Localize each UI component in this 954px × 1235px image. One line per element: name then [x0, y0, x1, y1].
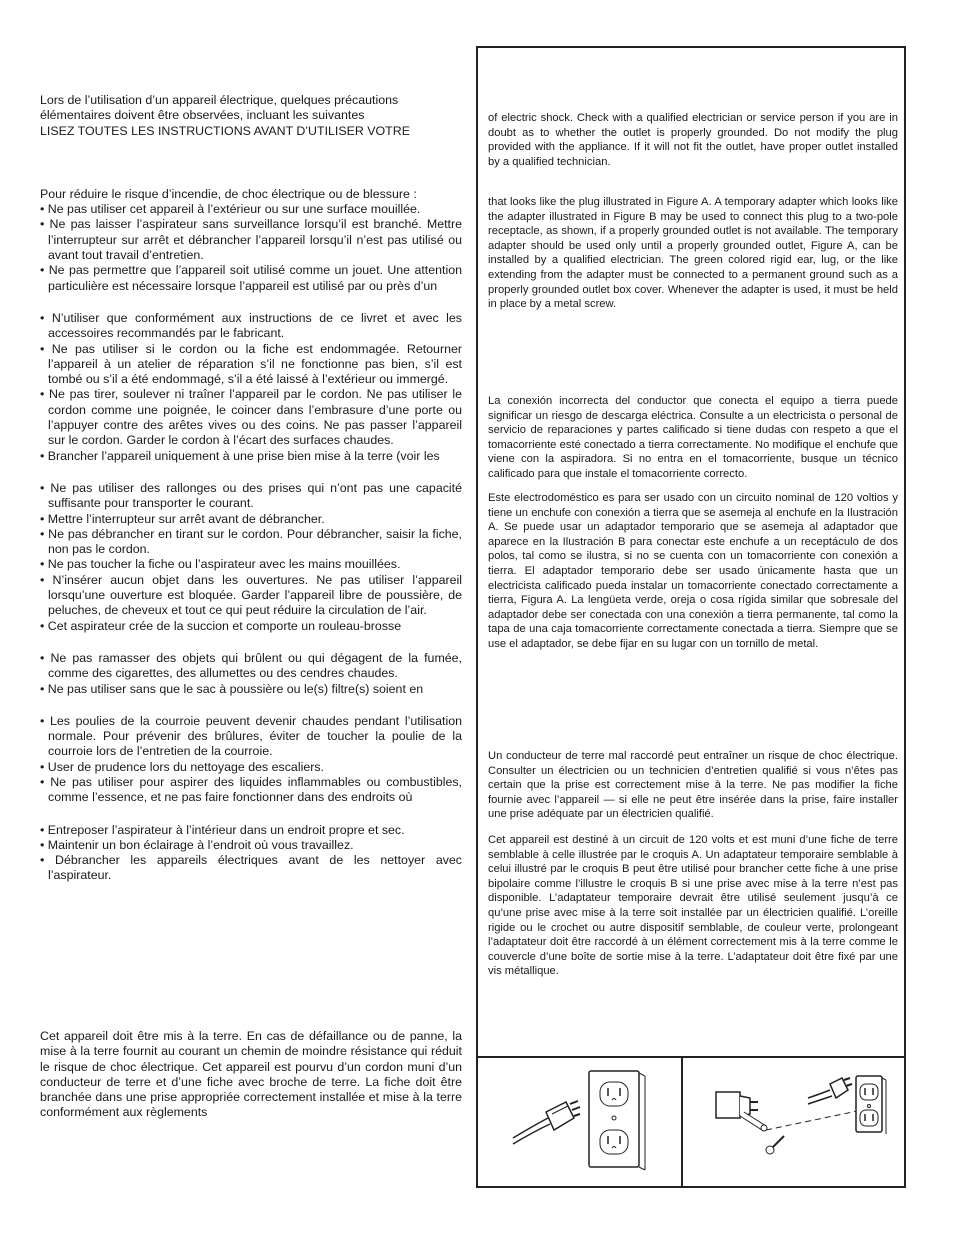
safety-list-3 [40, 481, 462, 634]
intro-line: élémentaires doivent être observées, incluant les suivantes [40, 108, 365, 123]
safety-item: • Ne pas utiliser si le cordon ou la fiche est endommagée. Retourner l’appareil à un atelier de réparation s’il ne fonctionne pas bien, s’il est tombé ou s’il a été endommagé, s’il a été laissé à l’extérieur ou immergé. [40, 341, 462, 387]
safety-item: • User de prudence lors du nettoyage des escaliers. [40, 759, 324, 774]
safety-item: • Ne pas utiliser sans que le sac à poussière ou le(s) filtre(s) soient en [40, 681, 424, 696]
french-para-2: Cet appareil est destiné à un circuit de 120 volts et est muni d’une fiche de terre semblable à celle illustrée par le croquis A. Un adaptateur temporaire semblable à celui illustré par le croquis B peut être utilisé pour brancher cette fiche à une prise bipolaire comme l’illustre le croquis B si une prise avec mise à la terre n’est pas disponible. L’adaptateur temporaire devrait être utilisé seulement jusqu’à ce qu’une prise avec mise à la terre soit installée par un électricien qualifié. L’oreille rigide ou le crochet ou autre dispositif semblable, de couleur verte, prolongeant l’adaptateur doit être raccordé à un élément correctement mis à la terre comme le couvercle d’une boîte de sortie mise à la terre. L’adaptateur doit être fixé par une vis métallique. [488, 834, 898, 978]
safety-item: • Ne pas toucher la fiche ou l’aspirateur avec les mains mouillées. [40, 557, 401, 572]
safety-item: • Les poulies de la courroie peuvent devenir chaudes pendant l’utilisation normale. Pour prévenir des brûlures, éviter de toucher la poulie de la courroie lors de l’entretien de la courroie. [40, 713, 462, 759]
adapter-outlet-screw-icon [710, 1068, 890, 1173]
safety-item: • Ne pas utiliser des rallonges ou des prises qui n’ont pas une capacité suffisante pour transporter le courant. [40, 480, 462, 511]
safety-item: • Entreposer l’aspirateur à l’intérieur dans un endroit propre et sec. [40, 822, 405, 837]
intro-line: Lors de l’utilisation d’un appareil électrique, quelques précautions [40, 93, 399, 107]
intro-line: LISEZ TOUTES LES INSTRUCTIONS AVANT D’UTILISER VOTRE [40, 123, 410, 138]
grounding-instructions-box [476, 46, 906, 1188]
safety-item: • N’insérer aucun objet dans les ouvertures. Ne pas utiliser l’appareil lorsqu’une ouverture est bloquée. Garder l’appareil libre de poussière, de peluches, de cheveux et tout ce qui peut réduire la circulation de l’air. [40, 572, 462, 618]
safety-list-2 [40, 311, 462, 464]
safety-item: • Ne pas permettre que l’appareil soit utilisé comme un jouet. Une attention particulière est nécessaire lorsque l’appareil est utilisé par ou près d’un [40, 263, 462, 293]
figure-vertical-divider [681, 1056, 683, 1186]
safety-list-1 [40, 202, 462, 294]
safety-item: • Ne pas utiliser pour aspirer des liquides inflammables ou combustibles, comme l’essence, et ne pas faire fonctionner dans des endroits où [40, 774, 462, 805]
safety-list-6 [40, 823, 462, 884]
grounded-plug-outlet-icon [508, 1068, 668, 1173]
english-para-2: that looks like the plug illustrated in Figure A. A temporary adapter which looks like the adapter illustrated in Figure B may be used to connect this plug to a two-pole receptacle, as shown, if a properly grounded outlet is not available. The temporary adapter should be used only until a properly grounded outlet, Figure A, can be installed by a qualified electrician. The green colored rigid ear, lug, or the like extending from the adapter must be connected to a permanent ground such as a properly grounded outlet box cover. Whenever the adapter is used, it must be held in place by a metal screw. [488, 196, 898, 311]
safety-item: • Cet aspirateur crée de la succion et comporte un rouleau-brosse [40, 618, 402, 633]
safety-item: • Ne pas utiliser cet appareil à l’extérieur ou sur une surface mouillée. [40, 202, 421, 217]
english-para-1: of electric shock. Check with a qualified electrician or service person if you are in doubt as to whether the outlet is properly grounded. Do not modify the plug provided with the appliance. If it will not fit the outlet, have proper outlet installed by a qualified technician. [488, 112, 898, 168]
left-column [40, 93, 462, 884]
safety-item: • Brancher l’appareil uniquement à une prise bien mise à la terre (voir les [40, 448, 440, 463]
safety-list-4 [40, 651, 462, 697]
risk-intro: Pour réduire le risque d’incendie, de choc électrique ou de blessure : [40, 186, 417, 201]
safety-item: • Ne pas ramasser des objets qui brûlent ou qui dégagent de la fumée, comme des cigarettes, des allumettes ou des cendres chaudes. [40, 650, 462, 681]
safety-item: • Mettre l’interrupteur sur arrêt avant de débrancher. [40, 511, 325, 526]
figure-divider [478, 1056, 904, 1058]
safety-item: • Ne pas laisser l’aspirateur sans surveillance lorsqu’il est branché. Mettre l’interrupteur sur arrêt et débrancher l’appareil lorsqu’il n’est pas utilisé ou avant tout travail d’entretien. [40, 217, 462, 263]
safety-item: • N’utiliser que conformément aux instructions de ce livret et avec les accessoires recommandés par le fabricant. [40, 310, 462, 341]
spanish-para-2: Este electrodoméstico es para ser usado con un circuito nominal de 120 voltios y tiene un enchufe con conexión a tierra que se asemeja al enchufe en la Ilustración A. Se puede usar un adaptador temporario que se asemeja al adaptador que aparece en la Ilustración B para conectar este enchufe a un receptáculo de dos polos, tal como se ilustra, si no se cuenta con un tomacorriente con conexión a tierra. El adaptador temporario debe ser usado únicamente hasta que un electricista calificado pueda instalar un tomacorriente conectado correctamente a tierra, Figura A. La lengüeta verde, oreja o cosa rígida similar que sobresale del adaptador debe ser conectada con una conexión a tierra permanente, tal como la tapa de una caja tomacorriente correctamente conectada a tierra. Siempre que se use el adaptador, se debe fijar en su lugar con un tornillo de metal. [488, 492, 898, 650]
safety-item: • Maintenir un bon éclairage à l’endroit où vous travaillez. [40, 837, 354, 852]
safety-item: • Ne pas débrancher en tirant sur le cordon. Pour débrancher, saisir la fiche, non pas le cordon. [40, 526, 462, 557]
intro-paragraph [40, 93, 462, 139]
spanish-para-1: La conexión incorrecta del conductor que conecta el equipo a tierra puede significar un riesgo de descarga eléctrica. Consulte a un electricista o personal de servicio de reparaciones y partes calificado si tiene dudas con respeto a que el tomacorriente esté conectado a tierra correctamente. No modifique el enchufe que viene con la aspiradora. Si no entra en el tomacorriente, busque un técnico calificado para que instale el tomacorriente correcto. [488, 395, 898, 480]
french-para-1: Un conducteur de terre mal raccordé peut entraîner un risque de choc électrique. Consulter un électricien ou un technicien d’entretien qualifié si vous n’êtes pas certain que la prise est correctement mise à la terre. Ne pas modifier la fiche fournie avec l’appareil — si elle ne peut être insérée dans la prise, faire installer une prise adéquate par un électricien qualifié. [488, 750, 898, 821]
safety-item: • Débrancher les appareils électriques avant de les nettoyer avec l’aspirateur. [40, 853, 462, 883]
safety-list-5 [40, 714, 462, 806]
grounding-paragraph: Cet appareil doit être mis à la terre. En cas de défaillance ou de panne, la mise à la terre fournit au courant un chemin de moindre résistance qui réduit le risque de choc électrique. Cet appareil est pourvu d’un cordon muni d’un conducteur de terre et d’une fiche avec broche de terre. La fiche doit être branchée dans une prise appropriée correctement installée et mise à la terre conformément aux règlements [40, 1029, 462, 1120]
safety-item: • Ne pas tirer, soulever ni traîner l’appareil par le cordon. Ne pas utiliser le cordon comme une poignée, le coincer dans l’embrasure d’une porte ou l’appuyer contre des arêtes vives ou des coins. Ne pas passer l’appareil sur le cordon. Garder le cordon à l’écart des surfaces chaudes. [40, 387, 462, 448]
